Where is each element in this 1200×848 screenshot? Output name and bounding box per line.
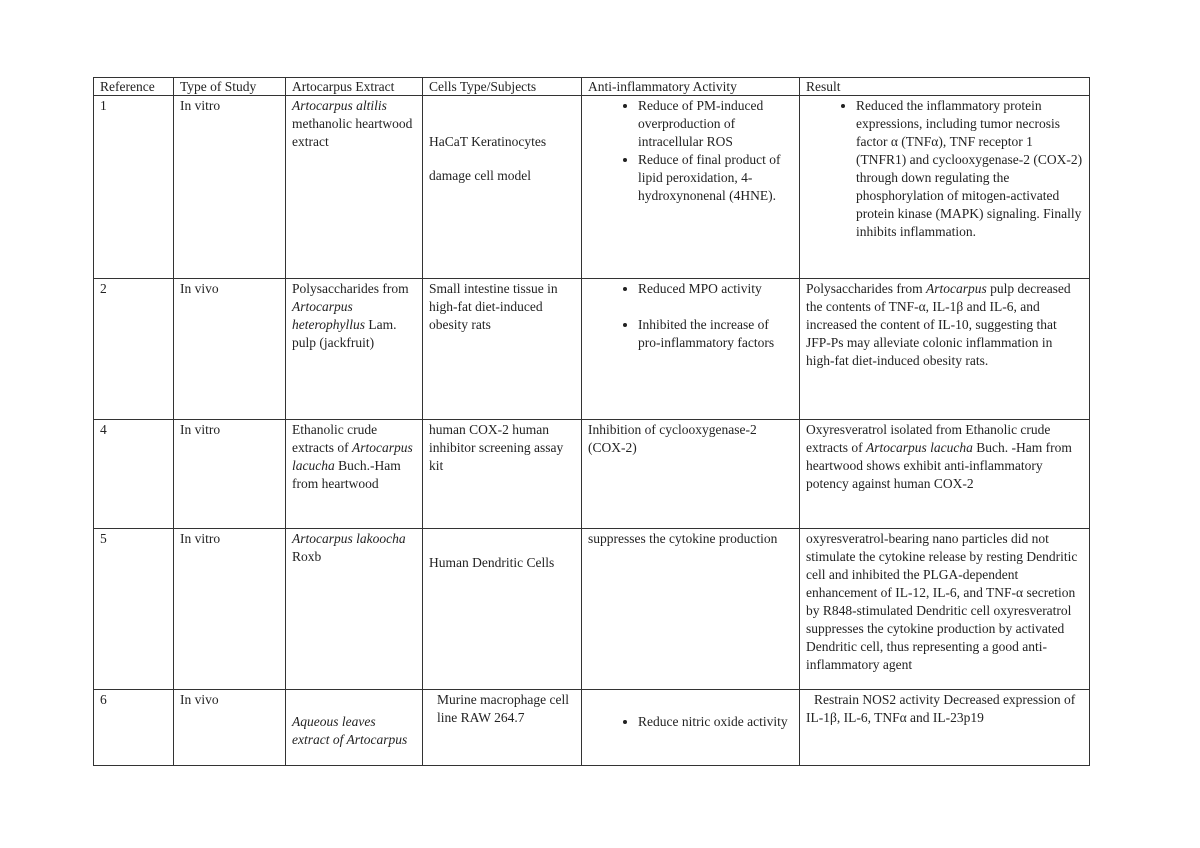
header-reference: Reference — [94, 78, 174, 96]
cell-cells: Small intestine tissue in high-fat diet-induced obesity rats — [423, 279, 582, 420]
cell-type: In vitro — [174, 529, 286, 690]
cells-text: HaCaT Keratinocytes — [429, 134, 547, 149]
species-name: Artocarpus lacucha — [292, 440, 413, 473]
table-row — [94, 96, 1090, 279]
cell-result — [800, 420, 1090, 529]
cell-extract — [286, 529, 423, 690]
species-name: Artocarpus — [925, 281, 987, 296]
cell-cells — [423, 690, 582, 766]
cell-activity — [582, 690, 800, 766]
cell-reference: 2 — [94, 279, 174, 420]
header-anti-inflammatory-activity: Anti-inflammatory Activity — [582, 78, 800, 96]
cell-activity — [582, 96, 800, 279]
cell-extract — [286, 96, 423, 279]
result-text: pulp decreased the contents of TNF-α, IL-1β and IL-6, and increased the content of IL-10, suggesting that JFP-Ps may alleviate colonic inflammation in high-fat diet-induced obesity rats. — [806, 281, 1071, 368]
cell-result — [800, 96, 1090, 279]
table-row — [94, 690, 1090, 766]
cells-text: Murine macrophage cell line RAW 264.7 — [437, 692, 569, 725]
header-type-of-study: Type of Study — [174, 78, 286, 96]
header-cells-type: Cells Type/Subjects — [423, 78, 582, 96]
cell-activity: Inhibition of cyclooxygenase-2 (COX-2) — [582, 420, 800, 529]
cell-result — [800, 690, 1090, 766]
cell-type: In vivo — [174, 279, 286, 420]
cell-cells — [423, 529, 582, 690]
activity-item: • Reduce of final product of lipid peroxidation, 4-hydroxynonenal (4HNE). — [638, 151, 793, 205]
species-name: Aqueous leaves extract of Artocarpus — [292, 714, 408, 747]
extract-text: Lam. pulp (jackfruit) — [292, 317, 397, 350]
table-header — [94, 78, 1090, 96]
activity-item: • Reduced MPO activity — [638, 280, 793, 298]
species-name: Artocarpus lacucha — [865, 440, 973, 455]
table-row — [94, 279, 1090, 420]
cell-type: In vitro — [174, 420, 286, 529]
cell-type: In vitro — [174, 96, 286, 279]
cells-text: damage cell model — [429, 168, 531, 183]
extract-text: Buch.-Ham from heartwood — [292, 458, 401, 491]
result-item: • Reduced the inflammatory protein expressions, including tumor necrosis factor α (TNFα), TNF receptor 1 (TNFR1) and cyclooxygenase-2 (COX-2) through down regulating the phosphorylation of mitogen-activated protein kinase (MAPK) signaling. Finally inhibits inflammation. — [856, 97, 1083, 241]
result-text: Buch. -Ham from heartwood shows exhibit anti-inflammatory potency against human COX-2 — [806, 440, 1072, 491]
species-name: Artocarpus altilis — [292, 98, 387, 113]
cell-extract — [286, 690, 423, 766]
extract-text: methanolic heartwood extract — [292, 116, 413, 149]
header-artocarpus-extract: Artocarpus Extract — [286, 78, 423, 96]
cell-reference: 4 — [94, 420, 174, 529]
cell-reference: 5 — [94, 529, 174, 690]
species-name: Artocarpus lakoocha — [292, 531, 406, 546]
cell-activity — [582, 279, 800, 420]
cell-reference: 1 — [94, 96, 174, 279]
cell-cells — [423, 96, 582, 279]
table-row — [94, 529, 1090, 690]
activity-item: • Inhibited the increase of pro-inflammatory factors — [638, 316, 793, 352]
table-row — [94, 420, 1090, 529]
cell-extract — [286, 279, 423, 420]
result-text: Oxyresveratrol isolated from Ethanolic crude extracts of — [806, 422, 1051, 455]
activity-item: • Reduce of PM-induced overproduction of intracellular ROS — [638, 97, 793, 151]
activity-item: • Reduce nitric oxide activity — [638, 713, 793, 731]
result-text: Restrain NOS2 activity Decreased expression of IL-1β, IL-6, TNFα and IL-23p19 — [806, 692, 1076, 725]
header-result: Result — [800, 78, 1090, 96]
cell-reference: 6 — [94, 690, 174, 766]
result-text: Polysaccharides from — [806, 281, 926, 296]
cell-result — [800, 279, 1090, 420]
cell-type: In vivo — [174, 690, 286, 766]
species-name: Artocarpus heterophyllus — [292, 299, 365, 332]
cell-extract — [286, 420, 423, 529]
review-table — [93, 77, 1090, 766]
cell-cells: human COX-2 human inhibitor screening assay kit — [423, 420, 582, 529]
cell-result: oxyresveratrol-bearing nano particles did not stimulate the cytokine release by resting Dendritic cell and inhibited the PLGA-dependent enhancement of IL-12, IL-6, and TNF-α secretion by R848-stimulated Dendritic cell oxyresveratrol suppresses the cytokine production by activated Dendritic cell, thus representing a good anti-inflammatory agent — [800, 529, 1090, 690]
cell-activity: suppresses the cytokine production — [582, 529, 800, 690]
extract-text: Roxb — [292, 549, 322, 564]
cells-text: Human Dendritic Cells — [429, 555, 555, 570]
extract-text: Polysaccharides from — [292, 281, 409, 296]
extract-text: Ethanolic crude extracts of — [292, 422, 378, 455]
